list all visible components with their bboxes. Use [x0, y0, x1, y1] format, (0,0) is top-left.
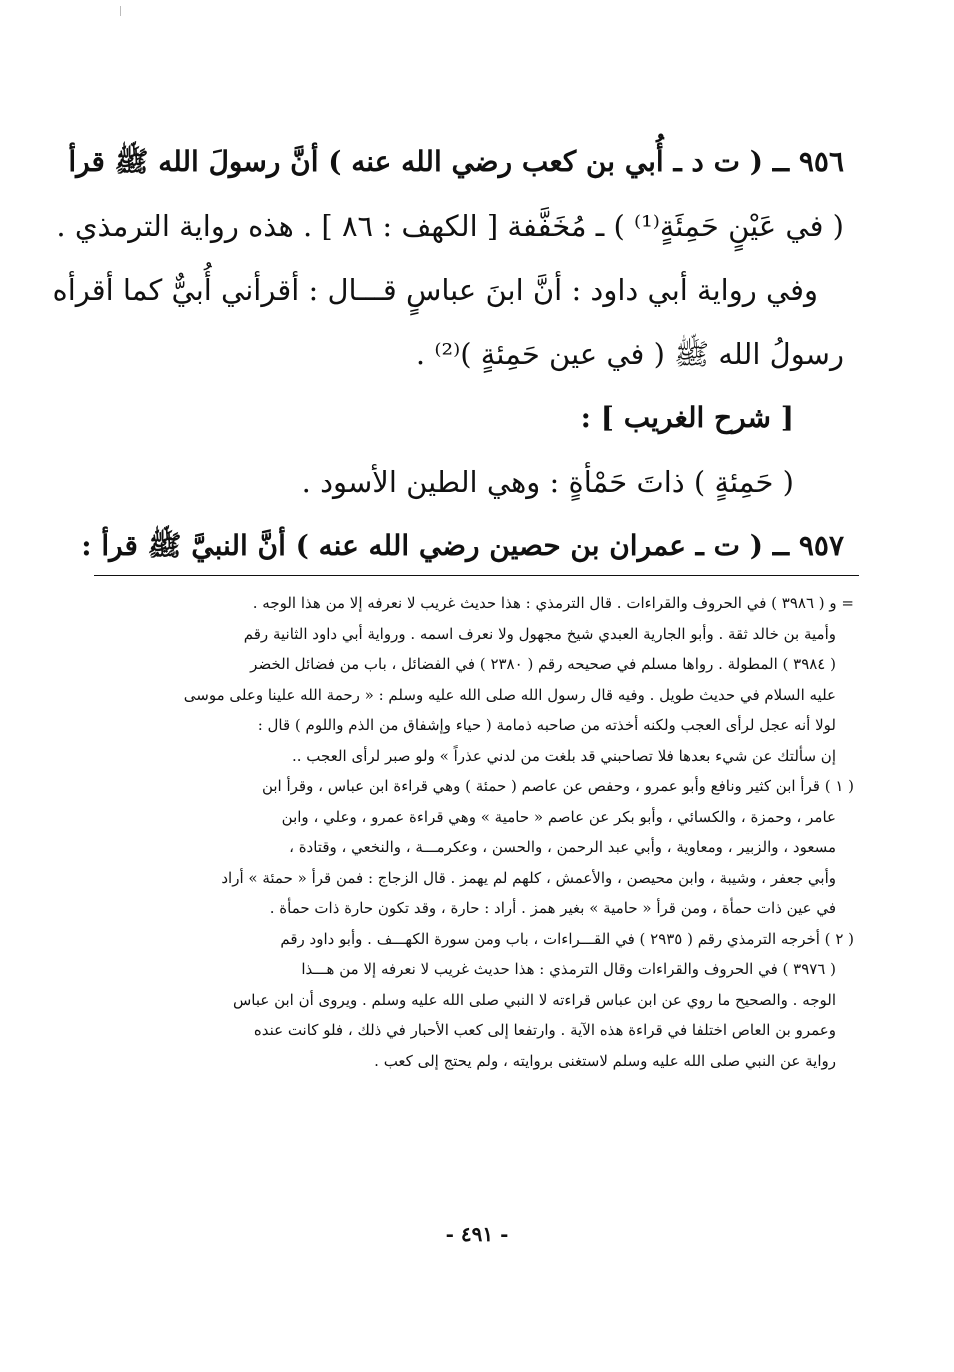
hadith-956-heading: ٩٥٦ ــ ( ت د ـ أُبي بن كعب رضي الله عنه ) أنَّ رسولَ الله ﷺ قرأ — [68, 145, 844, 178]
footnote-line: عامر ، وحمزة ، والكسائي ، وأبو بكر عن عاصم « حامية » وهي قراءة عمرو ، وعلي ، وابن — [281, 807, 836, 826]
page-number: - ٤٩١ - — [445, 1222, 509, 1246]
footnote-line: = و ( ٣٩٨٦ ) في الحروف والقراءات . قال الترمذي : هذا حديث غريب لا نعرفه إلا من هذا الوجه . — [252, 594, 854, 612]
footnote-1: ( ١ ) قرأ ابن كثير ونافع وأبو عمرو ، وحفص عن عاصم ( حمئة ) وهي قراءة ابن عباس ، وقرأ ابن — [261, 777, 854, 795]
footnote-line: ( ٣٩٨٤ ) المطولة . رواها مسلم في صحيحه رقم ( ٢٣٨٠ ) في الفضائل ، باب من فضائل الخضر — [250, 655, 836, 673]
footnote-line: الوجه . والصحيح ما روي عن ابن عباس قراءته لا النبي صلى الله عليه وسلم . ويروى أن ابن عباس — [232, 990, 836, 1009]
gharib-explanation: ( حَمِئةٍ ) ذاتَ حَمْأةٍ : وهي الطين الأسود . — [301, 465, 794, 499]
footnote-line: رواية عن النبي صلى الله عليه وسلم لاستغنى بروايته ، ولم يحتج إلى كعب . — [374, 1051, 836, 1070]
footnotes-block — [110, 588, 854, 1076]
gharib-heading: [ شرح الغريب ] : — [580, 401, 794, 434]
footnote-line: إن سألتك عن شيء بعدها فلا تصاحبني قد بلغت من لدني عذراً » ولو صبر لرأى العجب .. — [292, 746, 836, 765]
footnote-line: ( ٣٩٧٦ ) في الحروف والقراءات وقال الترمذي : هذا حديث غريب لا نعرفه إلا من هـــذا — [301, 960, 836, 978]
main-text-block — [52, 130, 844, 578]
hadith-956-line-2: ( في عَيْنٍ حَمِئَةٍ⁽¹⁾ ) ـ مُخَفَّفة [ الكهف : ٨٦ ] . هذه رواية الترمذي . — [56, 209, 844, 243]
footnote-2: ( ٢ ) أخرجه الترمذي رقم ( ٢٩٣٥ ) في القـــراءات ، باب ومن سورة الكهـــف . وأبو داود رقم — [280, 929, 854, 948]
footnote-line: وعمرو بن العاص اختلفا في قراءة هذه الآية . وارتفعا إلى كعب الأحبار في ذلك ، فلو كانت عنده — [253, 1021, 836, 1039]
footnote-separator — [94, 575, 859, 576]
footnote-line: مسعود ، والزبير ، ومعاوية ، وأبي عبد الرحمن ، والحسن ، وعكرمـــة ، والنخعي ، وقتادة ، — [289, 838, 836, 856]
abu-dawud-narration: وفي رواية أبي داود : أنَّ ابنَ عباسٍ قـــال : أقرأني أُبيٌّ كما أقرأه — [52, 273, 818, 307]
hadith-957-heading: ٩٥٧ ــ ( ت ـ عمران بن حصين رضي الله عنه ) أنَّ النبيَّ ﷺ قرأ : — [81, 529, 844, 562]
footnote-line: في عين ذات حمأة ، ومن قرأ « حامية » بغير همز . أراد : حارة ، وقد تكون حارة ذات حمأة . — [269, 899, 836, 917]
footnote-line: عليه السلام في حديث طويل . وفيه قال رسول الله صلى الله عليه وسلم : « رحمة الله علينا وعلى موسى — [183, 685, 836, 704]
scan-mark — [120, 6, 125, 16]
abu-dawud-narration-cont: رسولُ الله ﷺ ( في عين حَمِئةٍ )⁽²⁾ . — [415, 337, 844, 371]
footnote-line: وأبي جعفر ، وشيبة ، وابن محيصن ، والأعمش ، كلهم لم يهمز . قال الزجاج : فمن قرأ « حمئة » أراد — [221, 868, 836, 887]
footnote-line: لولا أنه عجل لرأى العجب ولكنه أخذته من صاحبه ذمامة ( حياء وإشفاق من الذم واللوم ) قال : — [257, 716, 836, 734]
footnote-line: وأمية بن خالد ثقة . وأبو الجارية العبدي شيخ مجهول ولا نعرف اسمه . ورواية أبي داود الثانية رقم — [243, 624, 836, 643]
